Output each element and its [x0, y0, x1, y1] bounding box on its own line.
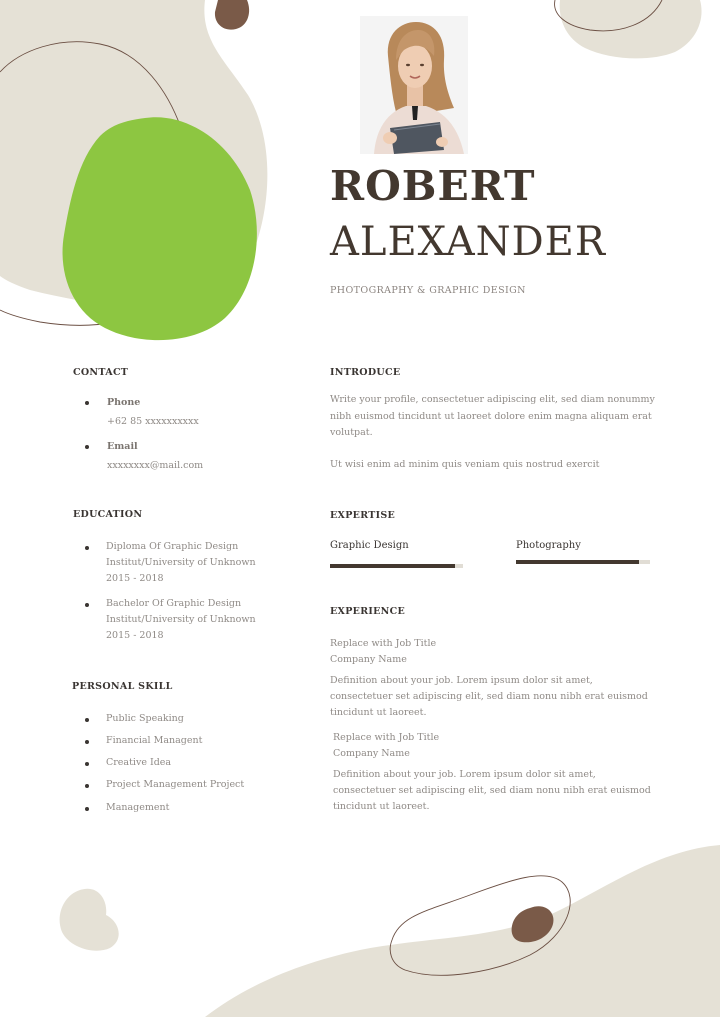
bullet-icon: [85, 784, 89, 788]
beige-blob-top-left: [0, 0, 267, 313]
bullet-icon: [85, 740, 89, 744]
experience-description-line: tincidunt ut laoreet.: [333, 801, 430, 812]
personal-skill-heading: PERSONAL SKILL: [72, 681, 173, 692]
outline-curve-bottom: [390, 876, 570, 975]
brown-blob-bottom: [512, 906, 554, 942]
experience-company: Company Name: [330, 654, 407, 665]
bullet-icon: [85, 401, 89, 405]
expertise-label: Graphic Design: [330, 540, 409, 551]
expertise-heading: EXPERTISE: [330, 510, 396, 521]
experience-description-line: Definition about your job. Lorem ipsum dolor sit amet,: [333, 769, 596, 780]
email-label: Email: [107, 441, 138, 452]
introduce-heading: INTRODUCE: [330, 367, 401, 378]
experience-company: Company Name: [333, 748, 410, 759]
outline-curve-top-right: [555, 0, 662, 31]
experience-job-title: Replace with Job Title: [333, 732, 440, 743]
phone-value: +62 85 xxxxxxxxxx: [107, 416, 199, 427]
skill-item: Public Speaking: [106, 713, 184, 724]
education-years: 2015 - 2018: [106, 630, 164, 641]
email-value: xxxxxxxx@mail.com: [107, 460, 204, 471]
beige-blob-bottom-left: [60, 889, 119, 951]
expertise-bar-fill: [330, 564, 455, 568]
education-school: Institut/University of Unknown: [106, 557, 256, 568]
last-name: ALEXANDER: [330, 219, 606, 265]
outline-curve-top-left: [0, 42, 193, 326]
expertise-bar-track: [330, 564, 463, 568]
bullet-icon: [85, 603, 89, 607]
contact-heading: CONTACT: [73, 367, 129, 378]
phone-label: Phone: [107, 397, 141, 408]
portrait-illustration: [360, 16, 468, 154]
beige-blob-top-right: [560, 0, 702, 58]
experience-description-line: Definition about your job. Lorem ipsum dolor sit amet,: [330, 675, 593, 686]
bullet-icon: [85, 718, 89, 722]
introduce-text-line-2: Ut wisi enim ad minim quis veniam quis nostrud exercit: [330, 459, 600, 470]
profession-title: PHOTOGRAPHY & GRAPHIC DESIGN: [330, 285, 526, 296]
expertise-bar-track: [516, 560, 650, 564]
skill-item: Creative Idea: [106, 757, 172, 768]
first-name: ROBERT: [330, 162, 536, 210]
introduce-text-line: nibh euismod tincidunt ut laoreet dolore enim magna aliquam erat: [330, 411, 652, 422]
skill-item: Financial Managent: [106, 735, 203, 746]
skill-item: Management: [106, 802, 170, 813]
education-heading: EDUCATION: [73, 509, 143, 520]
skill-item: Project Management Project: [106, 779, 245, 790]
experience-description-line: consectetuer set adipiscing elit, sed diam nonu nibh erat euismod: [330, 691, 648, 702]
education-years: 2015 - 2018: [106, 573, 164, 584]
bullet-icon: [85, 762, 89, 766]
experience-description-line: tincidunt ut laoreet.: [330, 707, 427, 718]
introduce-text-line: volutpat.: [330, 427, 373, 438]
introduce-text-line: Write your profile, consectetuer adipiscing elit, sed diam nonummy: [330, 394, 655, 405]
profile-photo: [360, 16, 468, 154]
expertise-bar-fill: [516, 560, 639, 564]
bullet-icon: [85, 807, 89, 811]
experience-description-line: consectetuer set adipiscing elit, sed diam nonu nibh erat euismod: [333, 785, 651, 796]
experience-job-title: Replace with Job Title: [330, 638, 437, 649]
beige-wave-bottom-right: [205, 845, 720, 1017]
bullet-icon: [85, 445, 89, 449]
education-school: Institut/University of Unknown: [106, 614, 256, 625]
experience-heading: EXPERIENCE: [330, 606, 406, 617]
education-degree: Bachelor Of Graphic Design: [106, 598, 242, 609]
education-degree: Diploma Of Graphic Design: [106, 541, 239, 552]
brown-blob-top: [215, 0, 249, 30]
green-blob: [63, 117, 257, 340]
expertise-label: Photography: [516, 540, 581, 551]
bullet-icon: [85, 546, 89, 550]
